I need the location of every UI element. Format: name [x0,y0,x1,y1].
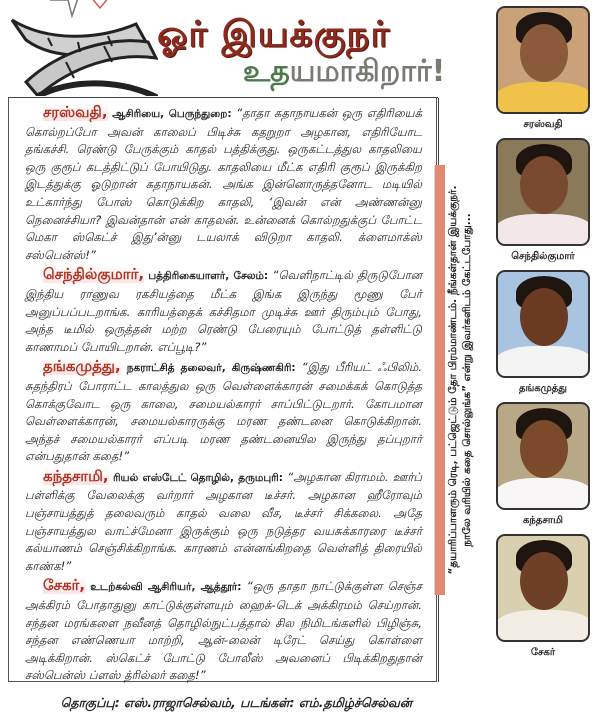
face-shape [520,288,568,346]
box-right-border [438,595,439,682]
photo-column [490,6,596,666]
person-role: நகராட்சித் தலைவர், கிருஷ்ணகிரி: [126,362,296,375]
quote-entry [25,104,422,264]
portrait-photo [496,270,590,378]
accent-strip [434,165,445,595]
photo-caption: கந்தசாமி [523,515,563,526]
quote-text: “ஒரு தாதா நாட்டுக்குள்ள செஞ்ச அக்கிரம் போதாதுனு காட்டுக்குள்ளயும் ஹைக்-டெக் அக்கிரமம் செய்றான். சந்தன மரங்களை நவீனத் தொழில்நுட்பத்தால் சில நிமிடங்களில் பிழிஞ்சு, சந்தன எண்ணெயா மாற்றி, ஆன்-லைன் டிரேட் செய்து கொள்ளை அடிக்கிறான். ஸ்கெட்ச் போட்டு போலீஸ் அவனைப் பிடிக்கிறதுதான் சஸ்பென்ஸ் ப்ளஸ் த்ரில்லர் கதை!” [25,579,423,683]
clothing-shape [496,346,590,378]
face-shape [520,552,568,610]
person-role: ஆசிரியை, பெருந்துறை: [112,108,232,120]
photo-caption: செந்தில்குமார் [511,251,575,262]
photo-card [490,6,596,138]
person-name: செந்தில்குமார், [43,265,145,284]
quote-text: “அழகான கிராமம். ஊர்ப் பள்ளிக்கு வேலைக்கு வர்றார் அழகான டீச்சர். அழகான ஹீரோவும் பஞ்சாயத்துத் தலைவரும் காதல் வலை வீச, டீச்சர் சிக்கலை. அதே பஞ்சாயத்துல வாட்ச்மேனா இருக்கும் ஒரு நடுத்தர வயசுக்காரரை டீச்சர் கல்யாணம் செஞ்சிக்கிறாங்க. காரணம் என்னங்கிறதை வெள்ளித் திரையில் காண்க!” [25,469,423,573]
face-shape [520,156,568,214]
quote-entry [25,266,422,356]
person-role: உடற்கல்வி ஆசிரியர், ஆத்தூர்: [90,581,242,594]
person-name: கந்தசாமி, [43,466,109,485]
photo-card [490,402,596,534]
article-header [0,0,480,97]
star-icon [90,0,110,10]
quote-entry [25,468,422,576]
portrait-photo [496,534,590,642]
sub-headline: உதயமாகிறார்! [243,54,446,89]
photo-caption: தங்கமுத்து [519,383,567,394]
portrait-photo [496,402,590,510]
person-name: தங்கமுத்து, [43,357,121,376]
face-shape [520,420,568,478]
vertical-intro-text: “தயாரிப்பாளரும் ரெடி, பட்ஜெட்டும் தோ பிரம்மாண்டம். நீங்கள்தான் இயக்குநர். நாலே வரியில் கதை சொல்லுங்க” என்று இவர்களிடம் கேட்டபோது... [447,185,473,575]
person-name: சேகர், [43,576,86,595]
quote-entry [25,577,422,685]
person-role: ரியல் எஸ்டேட் தொழில், தருமபுரி: [112,471,283,484]
clothing-shape [496,478,590,510]
photo-card [490,534,596,666]
quotes-box [8,98,437,710]
person-name: சரஸ்வதி, [43,103,108,121]
film-reel-icon [8,12,158,96]
clothing-shape [496,82,590,114]
clothing-shape [496,610,590,642]
photo-card [490,270,596,402]
quote-text: “இது பீரியட் ஃபிலிம். சுதந்திரப் போராட்ட காலத்துல ஒரு வெள்ளைக்காரன் சமைக்கக் கொடுத்த கொக்குவோட ஒரு காலை, சமையல்காரர் சாப்பிட்டுடறார். கோபமான வெள்ளைக்காரன், சமையல்காரருக்கு மரண தண்டனை கொடுக்கிறான். அந்தச் சமையல்காரர் எப்படி மரண தண்டனையில இருந்து தப்புறார் என்பதுதான் கதை!” [25,360,422,464]
portrait-photo [496,6,590,114]
portrait-photo [496,138,590,246]
quote-entry [25,358,422,466]
quote-text: “தாதா கதாநாயகன் ஒரு எதிரியைக் கொல்றப்போ அவன் காலைப் பிடிச்சு கதறுறா அழகான, எதிரியோட தங்கச்சி. ரெண்டு பேருக்கும் காதல் பத்திக்குது. ஒருகட்டத்துல காதலியை ஒரு குரூப் கடத்திட்டுப் போயிடுது. காதலியை மீட்க எதிரி குரூப் இருக்கிற இடத்துக்கு ஓடுறான் கதாநாயகன். அங்க இன்னொருத்தனோட மடியில் உட்கார்ந்து போஸ் கொடுக்கிற காதலி, ‘இவன் என் அண்ணன்னு நெனைச்சியா? இவன்தான் என் காதலன். உன்னைக் கொல்றதுக்குப் போட்ட மெகா ஸ்கெட்ச் இது’ன்னு டயலாக் விடுறா காதலி. க்ளைமாக்ஸ் சஸ்பென்ஸ்!” [25,106,423,262]
photo-caption: சரஸ்வதி [523,119,563,130]
quote-text: “வெளிநாட்டில் திருடுபோன இந்திய ராணுவ ரகசியத்தை மீட்க இங்க இருந்து மூணு பேர் அனுப்பப்படறாங்க. காரியத்தைக் கச்சிதமா முடிச்சு ஊர் திரும்பும் போது, அந்த டீமில் ஒருத்தன் மற்ற ரெண்டு பேரையும் போட்டுத் தள்ளிட்டு காணாமப் போயிடறான். எப்பூடி?” [25,268,422,354]
clothing-shape [496,214,590,246]
headline: ஓர் இயக்குநர் [157,14,391,55]
person-role: பத்திரிகையாளர், சேலம்: [148,270,269,283]
face-shape [520,24,568,82]
box-right-border [438,98,439,166]
credits-line: தொகுப்பு: எஸ்.ராஜாசெல்வம், படங்கள்: எம்.தமிழ்ச்செல்வன் [60,695,412,710]
photo-caption: சேகர் [530,647,556,658]
photo-card [490,138,596,270]
